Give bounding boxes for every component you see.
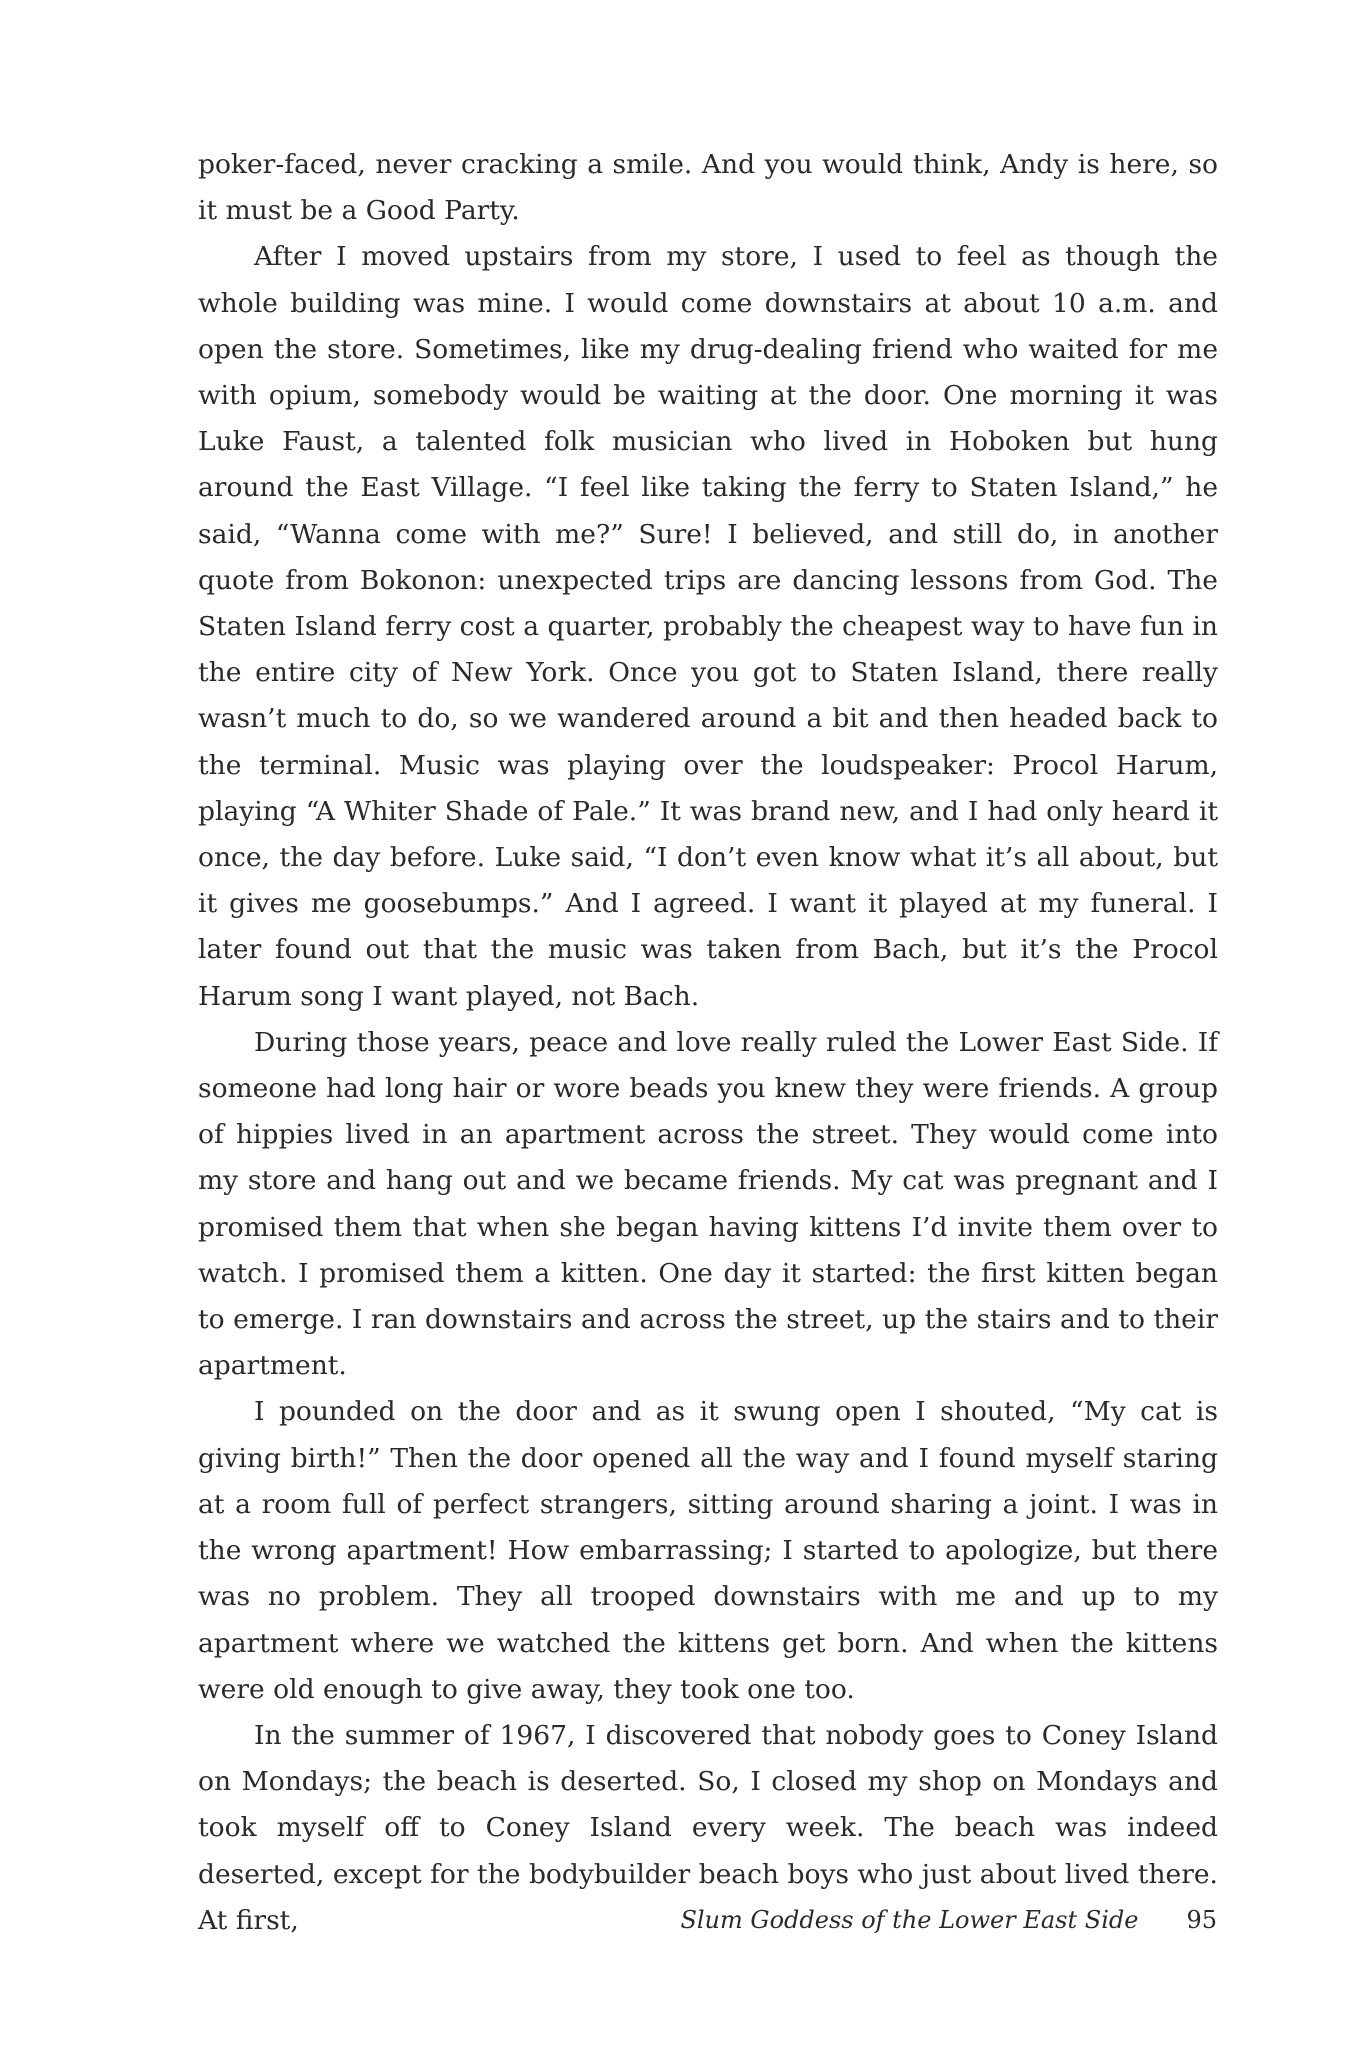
paragraph-staten-island-ferry: After I moved upstairs from my store, I used to feel as though the whole building was mine. I would come downstairs at about 10 a.m. and open the store. Sometimes, like my drug-dealing friend who waited for me with opium, somebody would be waiting at the door. One morning it was Luke Faust, a talented folk musician who lived in Hoboken but hung around the East Village. “I feel like taking the ferry to Staten Island,” he said, “Wanna come with me?” Sure! I believed, and still do, in another quote from Bokonon: unexpected trips are dancing lessons from God. The Staten Island ferry cost a quarter, probably the cheapest way to have fun in the entire city of New York. Once you got to Staten Island, there really wasn’t much to do, so we wandered around a bit and then headed back to the terminal. Music was playing over the loudspeaker: Procol Harum, playing “A Whiter Shade of Pale.” It was brand new, and I had only heard it once, the day before. Luke said, “I don’t even know what it’s all about, but it gives me goosebumps.” And I agreed. I want it played at my funeral. I later found out that the music was taken from Bach, but it’s the Procol Harum song I want played, not Bach. — [198, 241, 1218, 1012]
paragraph-peace-and-love: During those years, peace and love really ruled the Lower East Side. If someone had long hair or wore beads you knew they were friends. A group of hippies lived in an apartment across the street. They would come into my store and hang out and we became friends. My cat was pregnant and I promised them that when she began having kittens I’d invite them over to watch. I promised them a kitten. One day it started: the first kitten began to emerge. I ran downstairs and across the street, up the stairs and to their apartment. — [198, 1026, 1218, 1382]
paragraph-wrong-apartment: I pounded on the door and as it swung open I shouted, “My cat is giving birth!” Then the door opened all the way and I found myself staring at a room full of perfect strangers, sitting around sharing a joint. I was in the wrong apartment! How embarrassing; I started to apologize, but there was no problem. They all trooped downstairs with me and up to my apartment where we watched the kittens get born. And when the kittens were old enough to give away, they took one too. — [198, 1396, 1218, 1705]
footer-book-title: Slum Goddess of the Lower East Side — [680, 1906, 1139, 1934]
paragraph-coney-island: In the summer of 1967, I discovered that nobody goes to Coney Island on Mondays; the beach is deserted. So, I closed my shop on Mondays and took myself off to Coney Island every week. The beach was indeed deserted, except for the bodybuilder beach boys who just about lived there. At first, — [198, 1719, 1218, 1936]
paragraph-continuation: poker-faced, never cracking a smile. And you would think, Andy is here, so it must be a Good Party. — [198, 149, 1218, 227]
running-footer — [680, 1906, 1217, 1934]
page-number: 95 — [1186, 1906, 1217, 1934]
body-text — [198, 142, 1218, 1944]
